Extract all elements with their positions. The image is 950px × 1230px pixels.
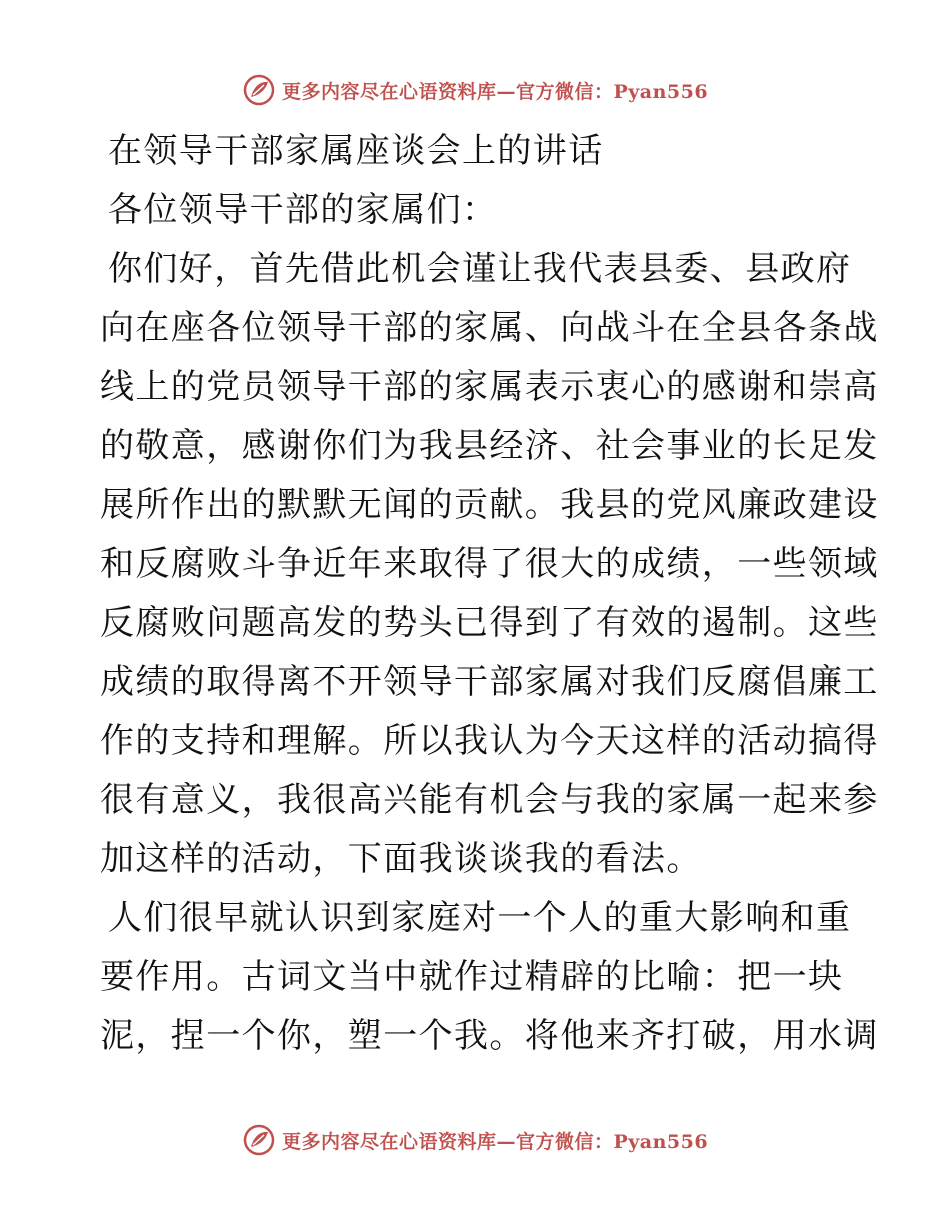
paragraph-line: 和反腐败斗争近年来取得了很大的成绩，一些领域 xyxy=(100,544,879,584)
paragraph-line: 的敬意，感谢你们为我县经济、社会事业的长足发 xyxy=(100,426,879,466)
header-banner xyxy=(0,70,950,110)
document-title: 在领导干部家属座谈会上的讲话 xyxy=(108,131,604,171)
paragraph-1 xyxy=(100,240,879,889)
paragraph-line: 线上的党员领导干部的家属表示衷心的感谢和崇高 xyxy=(100,367,879,407)
paragraph-line: 人们很早就认识到家庭对一个人的重大影响和重 xyxy=(108,898,852,938)
footer-banner xyxy=(0,1120,950,1160)
salutation: 各位领导干部的家属们： xyxy=(108,190,498,230)
paragraph-line: 泥，捏一个你，塑一个我。将他来齐打破，用水调 xyxy=(100,1016,879,1056)
paragraph-line: 很有意义，我很高兴能有机会与我的家属一起来参 xyxy=(100,780,879,820)
leaf-logo-icon xyxy=(242,1123,276,1157)
paragraph-line: 要作用。古词文当中就作过精辟的比喻：把一块 xyxy=(100,957,844,997)
leaf-logo-icon xyxy=(242,73,276,107)
paragraph-line: 反腐败问题高发的势头已得到了有效的遏制。这些 xyxy=(100,603,879,643)
document-body xyxy=(100,122,879,1066)
footer-banner-text: 更多内容尽在心语资料库—官方微信：Pyan556 xyxy=(281,1130,709,1153)
paragraph-line: 你们好，首先借此机会谨让我代表县委、县政府 xyxy=(108,249,852,289)
paragraph-line: 加这样的活动，下面我谈谈我的看法。 xyxy=(100,839,702,879)
paragraph-line: 成绩的取得离不开领导干部家属对我们反腐倡廉工 xyxy=(100,662,879,702)
paragraph-line: 展所作出的默默无闻的贡献。我县的党风廉政建设 xyxy=(100,485,879,525)
paragraph-2 xyxy=(100,889,879,1066)
header-banner-text: 更多内容尽在心语资料库—官方微信：Pyan556 xyxy=(281,80,709,103)
paragraph-line: 向在座各位领导干部的家属、向战斗在全县各条战 xyxy=(100,308,879,348)
paragraph-line: 作的支持和理解。所以我认为今天这样的活动搞得 xyxy=(100,721,879,761)
